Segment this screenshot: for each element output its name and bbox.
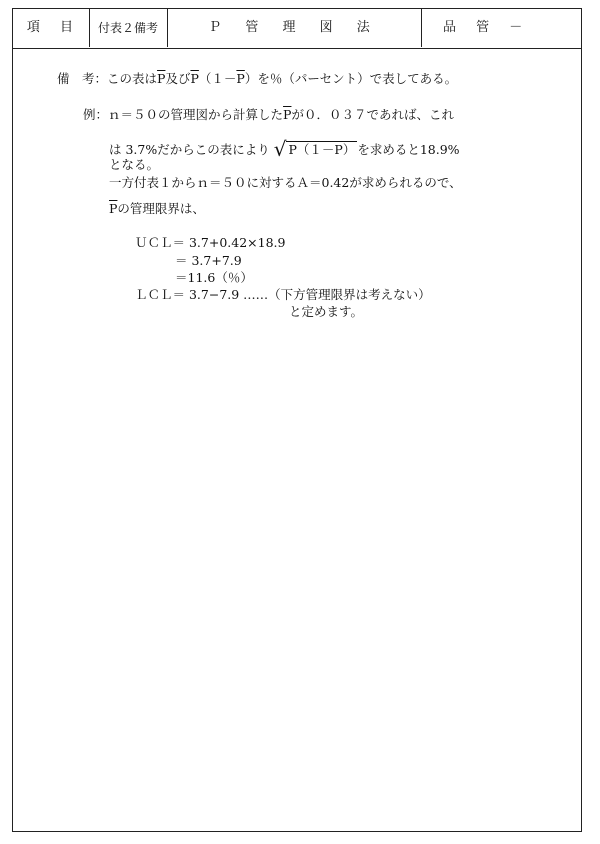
header-ref: 付表２備考 bbox=[97, 21, 158, 35]
p-bar: $\overline{P}$ bbox=[109, 201, 118, 216]
example-line-5: $\overline{P}$の管理限界は、 bbox=[109, 201, 205, 216]
ucl-line-3: ＝11.6（％） bbox=[175, 270, 253, 285]
ucl-line: ＵＣＬ＝ 3.7+0.42×18.9 bbox=[135, 235, 286, 250]
header-title: Ｐ 管 理 図 法 bbox=[208, 20, 380, 35]
lcl-line-2: と定めます。 bbox=[289, 304, 364, 319]
p-bar: $\overline{P}$ bbox=[157, 71, 166, 86]
sqrt-radicand: $P(1-\overline{P})$ bbox=[288, 142, 356, 157]
example-label: 例： bbox=[83, 107, 109, 122]
header-table bbox=[13, 9, 581, 49]
remark-line: 備 考：この表は$\overline{P}$及び$\overline{P}(1-\overline{P})$を％（パーセント）で表してある。 bbox=[57, 71, 458, 86]
header-item-label: 項 目 bbox=[26, 20, 82, 35]
header-category: 品 管 － bbox=[443, 20, 531, 35]
example-line-3: となる。 bbox=[109, 157, 160, 172]
document-frame bbox=[12, 8, 582, 832]
remark-label: 備 考： bbox=[57, 71, 108, 86]
p-bar: $\overline{P}$ bbox=[190, 71, 199, 86]
sqrt-symbol: √ bbox=[273, 137, 287, 161]
ucl-line-2: ＝ 3.7+7.9 bbox=[175, 253, 242, 268]
example-line-4: 一方付表１からｎ＝５０に対するＡ＝0.42が求められるので、 bbox=[109, 175, 462, 190]
lcl-line: ＬＣＬ＝ 3.7−7.9 ……（下方管理限界は考えない） bbox=[135, 287, 431, 302]
example-line-2: は 3.7%だからこの表により √ $P(1-\overline{P})$ を求めると18.9% bbox=[109, 137, 460, 161]
header-divider bbox=[421, 9, 422, 47]
p-bar: $\overline{P}$ bbox=[236, 71, 245, 86]
p-bar: $\overline{P}$ bbox=[283, 107, 292, 122]
example-line-1: 例：ｎ＝５０の管理図から計算した$\overline{P}$が０．０３７であれば、これ bbox=[83, 107, 454, 122]
